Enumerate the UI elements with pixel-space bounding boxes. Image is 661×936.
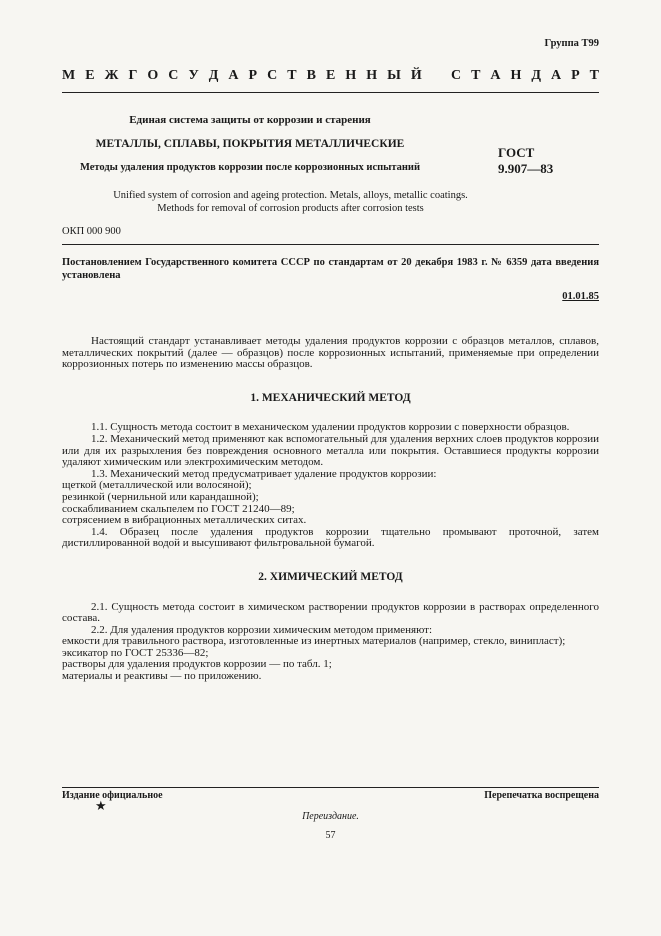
banner-letter: В xyxy=(306,68,316,83)
okp-divider xyxy=(62,244,599,245)
banner-letter: Р xyxy=(571,68,580,83)
official-edition: Издание официальное xyxy=(62,790,163,801)
banner-letter: Н xyxy=(510,68,522,83)
english-title-line-1: Unified system of corrosion and ageing protection. Metals, alloys, metallic coatings. xyxy=(113,190,468,201)
banner-letter: Т xyxy=(589,68,599,83)
banner-letter: Д xyxy=(208,68,219,83)
clause-1-3: 1.3. Механический метод предусматривает удаление продуктов коррозии: xyxy=(91,467,437,480)
banner-letter: Т xyxy=(287,68,297,83)
banner-letter: Н xyxy=(366,68,378,83)
list-item: щеткой (металлической или волосяной); xyxy=(62,479,252,492)
banner-letter: О xyxy=(147,68,159,83)
english-title xyxy=(62,189,519,215)
banner-letter: Н xyxy=(345,68,357,83)
list-item: резинкой (чернильной или карандашной); xyxy=(62,490,259,503)
banner-letter: У xyxy=(188,68,199,83)
intro-paragraph: Настоящий стандарт устанавливает методы удаления продуктов коррозии с образцов металлов, сплавов, металлических покрытий (далее — образцов) после коррозионных испытаний, применяемые при определении коррозионных потерь по изменению массы образцов. xyxy=(62,335,599,371)
banner-word-2 xyxy=(451,68,599,84)
banner-letter: М xyxy=(62,68,76,83)
footer-divider xyxy=(62,787,599,788)
page-number: 57 xyxy=(325,830,336,841)
group-code: Группа Т99 xyxy=(544,38,599,49)
banner-word-1 xyxy=(62,68,422,84)
banner-letter: Е xyxy=(325,68,336,83)
list-item: соскабливанием скальпелем по ГОСТ 21240—89; xyxy=(62,502,295,515)
banner-letter: Ж xyxy=(104,68,119,83)
banner-letter: С xyxy=(451,68,462,83)
document-subtitle: Методы удаления продуктов коррозии после коррозионных испытаний xyxy=(79,162,421,173)
banner-letter: Р xyxy=(248,68,258,83)
gost-label: ГОСТ xyxy=(498,145,535,160)
system-name: Единая система защиты от коррозии и старения xyxy=(129,114,371,126)
decree-text: Постановлением Государственного комитета СССР по стандартам от 20 декабря 1983 г. № 6359 дата введения установлена xyxy=(62,257,599,281)
list-item: эксикатор по ГОСТ 25336—82; xyxy=(62,646,209,659)
english-title-line-2: Methods for removal of corrosion products after corrosion tests xyxy=(157,203,424,214)
list-item: емкости для травильного раствора, изготовленные из инертных материалов (например, стекло, винипласт); xyxy=(62,635,566,648)
gost-designation xyxy=(498,145,553,177)
banner-letter: Ы xyxy=(387,68,401,83)
effective-date: 01.01.85 xyxy=(562,291,599,302)
clause-1-4: 1.4. Образец после удаления продуктов коррозии тщательно промывают проточной, затем дистиллированной водой и высушивают фильтровальной бумагой. xyxy=(62,525,599,550)
clause-1-1: 1.1. Сущность метода состоит в механическом удалении продуктов коррозии с поверхности образцов. xyxy=(91,421,570,434)
clause-2-2: 2.2. Для удаления продуктов коррозии химическим методом применяют: xyxy=(91,623,433,636)
section-2-heading: 2. ХИМИЧЕСКИЙ МЕТОД xyxy=(258,570,403,583)
banner-letter: А xyxy=(228,68,239,83)
reissue-note: Переиздание. xyxy=(302,811,359,822)
banner-divider xyxy=(62,92,599,93)
banner-letter: Й xyxy=(410,68,422,83)
clause-1-2: 1.2. Механический метод применяют как вспомогательный для удаления верхних слоев продуктов коррозии или для их разрыхления без повреждения основного металла или покрытия. Оставшиеся продукты коррозии удаляют химическим или электрохимическим методом. xyxy=(62,432,599,469)
banner-letter: А xyxy=(550,68,562,83)
banner-letter: Т xyxy=(471,68,481,83)
banner-letter: Е xyxy=(85,68,95,83)
banner-letter: А xyxy=(490,68,501,83)
document-body xyxy=(62,324,599,683)
list-item: сотрясением в вибрационных металлических ситах. xyxy=(62,514,307,527)
reprint-prohibited: Перепечатка воспрещена xyxy=(484,790,599,801)
gost-number: 9.907—83 xyxy=(498,161,554,176)
star-icon: ★ xyxy=(95,798,107,813)
section-1-heading: 1. МЕХАНИЧЕСКИЙ МЕТОД xyxy=(250,391,411,404)
document-title: МЕТАЛЛЫ, СПЛАВЫ, ПОКРЫТИЯ МЕТАЛЛИЧЕСКИЕ xyxy=(95,138,405,150)
banner-letter: Г xyxy=(128,68,138,83)
list-item: материалы и реактивы — по приложению. xyxy=(62,670,262,683)
list-item: растворы для удаления продуктов коррозии — по табл. 1; xyxy=(62,658,332,671)
clause-2-1: 2.1. Сущность метода состоит в химическом растворении продуктов коррозии в растворах определенного состава. xyxy=(62,600,599,625)
banner-letter: С xyxy=(168,68,179,83)
banner-letter: Д xyxy=(531,68,541,83)
standard-type-banner xyxy=(62,68,599,84)
okp-code: ОКП 000 900 xyxy=(62,226,121,237)
banner-letter: С xyxy=(267,68,278,83)
